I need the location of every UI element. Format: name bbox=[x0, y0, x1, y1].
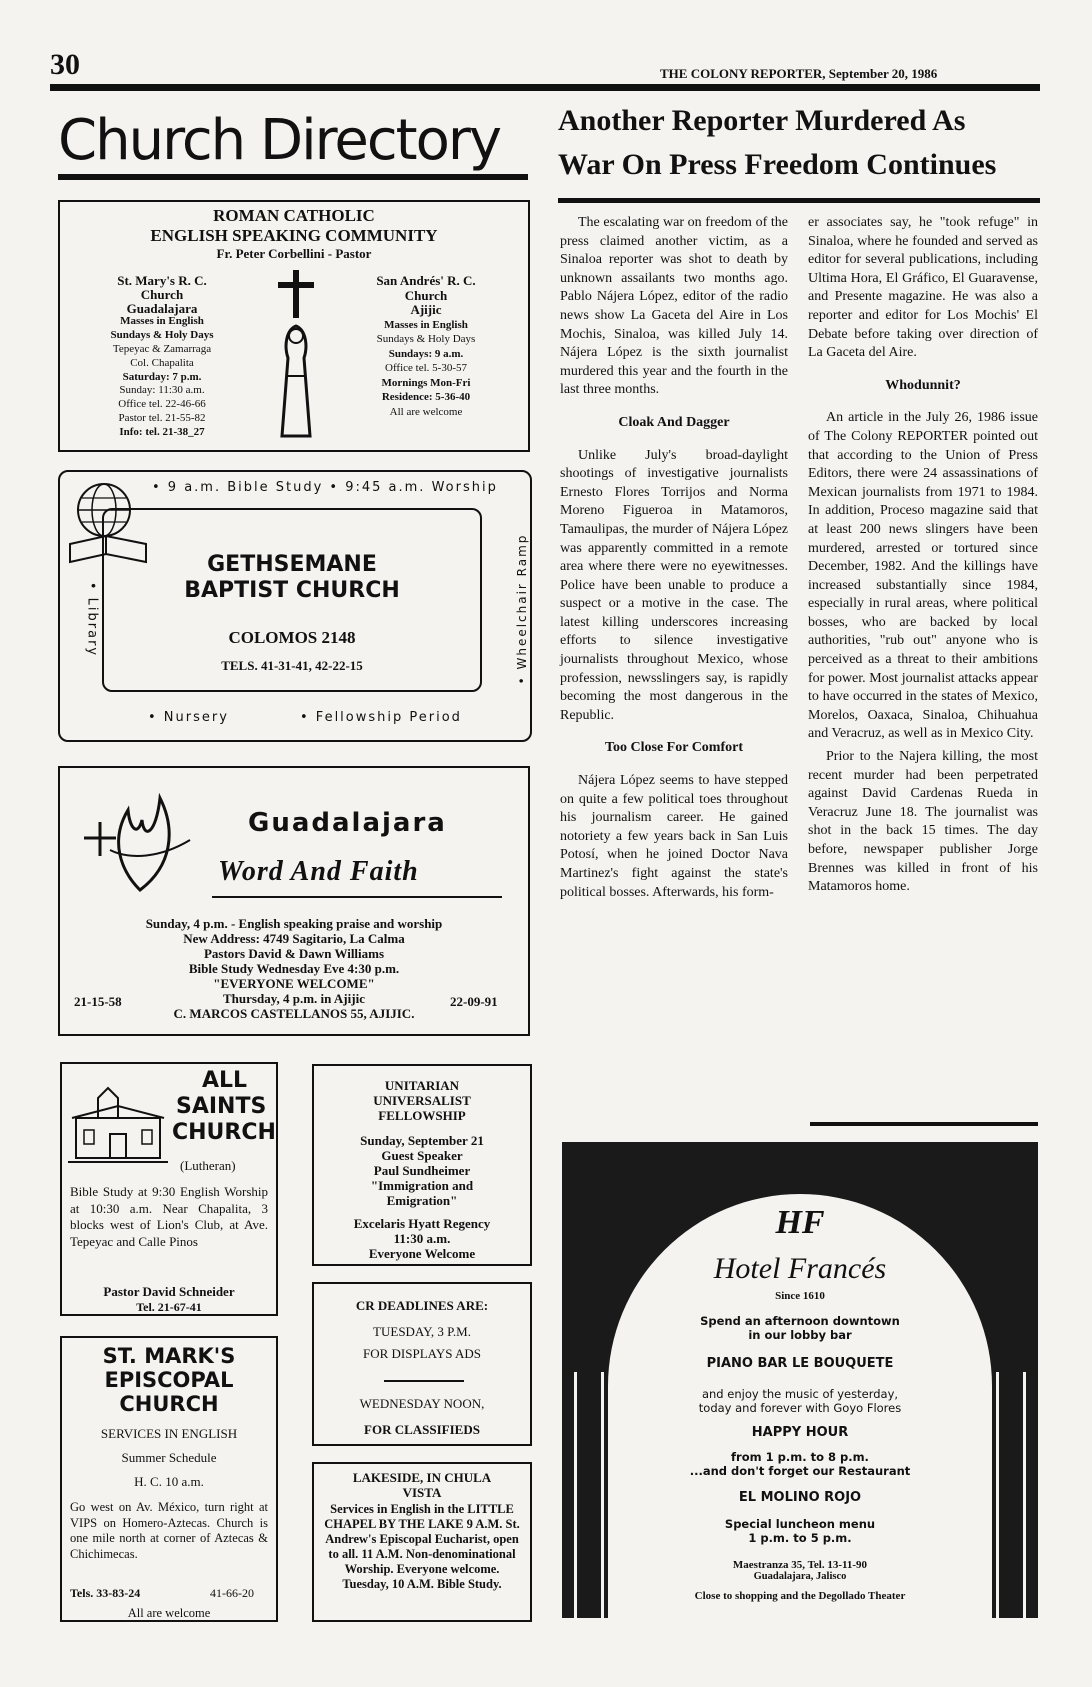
all-saints-t1: ALL bbox=[202, 1068, 248, 1093]
dove-flame-icon bbox=[80, 780, 200, 898]
deadlines-l3: WEDNESDAY NOON, bbox=[359, 1396, 485, 1411]
lakeside-t1: LAKESIDE, IN CHULA bbox=[352, 1470, 492, 1485]
rc-left-line: Guadalajara bbox=[126, 300, 198, 316]
rc-right-line: Masses in English bbox=[384, 318, 468, 331]
article-subhead: Whodunnit? bbox=[885, 377, 961, 393]
all-saints-t2: SAINTS bbox=[176, 1094, 267, 1119]
hotel-line-5: from 1 p.m. to 8 p.m. bbox=[731, 1450, 869, 1464]
hotel-frances-ad bbox=[562, 1142, 1038, 1618]
baptist-top-line: • 9 a.m. Bible Study • 9:45 a.m. Worship bbox=[152, 480, 498, 495]
unitarian-venue: Excelaris Hyatt Regency bbox=[353, 1216, 491, 1231]
baptist-nursery: • Nursery bbox=[148, 710, 229, 725]
all-saints-t3: CHURCH bbox=[172, 1120, 276, 1145]
rc-right-line: All are welcome bbox=[389, 405, 463, 418]
unitarian-welcome: Everyone Welcome bbox=[368, 1246, 476, 1261]
church-building-icon bbox=[68, 1078, 168, 1168]
rc-right-line: Office tel. 5-30-57 bbox=[385, 362, 467, 374]
unitarian-ad bbox=[312, 1064, 532, 1266]
hotel-name: Hotel Francés bbox=[713, 1252, 887, 1285]
hotel-content bbox=[618, 1178, 982, 1602]
hotel-bar: PIANO BAR LE BOUQUETE bbox=[706, 1356, 894, 1371]
article-subhead: Cloak And Dagger bbox=[618, 414, 730, 430]
st-marks-services: SERVICES IN ENGLISH bbox=[100, 1426, 238, 1441]
rc-right-line: Ajijic bbox=[410, 302, 442, 317]
word-faith-line: C. MARCOS CASTELLANOS 55, AJIJIC. bbox=[173, 1006, 415, 1021]
hotel-restaurant: EL MOLINO ROJO bbox=[738, 1490, 862, 1505]
article-subhead: Too Close For Comfort bbox=[604, 740, 744, 756]
st-marks-body: Go west on Av. México, turn right at VIPS on Homero-Aztecas. Church is one mile north at corner of Aztecas & Chichimecas. bbox=[70, 1500, 268, 1561]
unitarian-guest: Guest Speaker bbox=[381, 1148, 463, 1163]
st-marks-welcome: All are welcome bbox=[127, 1606, 211, 1620]
rc-right-line: San Andrés' R. C. bbox=[376, 273, 476, 288]
rc-right-line: Sundays & Holy Days bbox=[376, 333, 476, 345]
article-paragraph: Nájera López seems to have stepped on quite a few political toes throughout his journalism career. He gained notoriety a few years back in San Luis Potosí, when he joined Doctor Nava Martinez's fight against the state's political bosses. Afterwards, his form- bbox=[560, 773, 788, 900]
masthead: THE COLONY REPORTER, September 20, 1986 bbox=[660, 66, 938, 81]
rc-right-column bbox=[336, 274, 516, 419]
baptist-address: COLOMOS 2148 bbox=[228, 628, 356, 647]
rc-left-line: Col. Chapalita bbox=[130, 356, 194, 369]
hotel-column-left bbox=[574, 1372, 604, 1618]
rc-right-line: Mornings Mon-Fri bbox=[381, 376, 471, 389]
headline-rule bbox=[558, 198, 1040, 203]
lakeside-ad bbox=[312, 1462, 532, 1622]
all-saints-tel: Tel. 21-67-41 bbox=[136, 1300, 202, 1314]
st-marks-t3: CHURCH bbox=[119, 1392, 219, 1416]
article-paragraph: Prior to the Najera killing, the most recent murder had been perpetrated against David Cardenas Rueda in Veracruz June 18. The journalist was shot in the back 15 times. The day before, newspaper publisher Jorge Brennes was killed in front of his Matamoros home. bbox=[808, 749, 1038, 895]
hotel-line-4: today and forever with Goyo Flores bbox=[698, 1401, 902, 1415]
rc-left-column bbox=[72, 274, 252, 440]
article-paragraph: An article in the July 26, 1986 issue of The Colony REPORTER pointed out that according to the Union of Press Editors, there were 24 assassinations of Mexican journalists from 1971 to 1984. In addition, Proceso magazine said that at least 200 news slingers have been murdered, arrested or tortured since December, 1982. And the killings have increased substantially since 1984, especially in rural areas, where political bosses, who are backed by local authorities, "rub out" anyone who is perceived as a threat to their ambitions for power. Most journalist attacks appear to have occurred in the states of Mexico, Morelos, Oaxaca, Sinaloa, Chihuahua and Veracruz, as well as in Mexico City. bbox=[808, 410, 1038, 742]
rc-left-line: Sunday: 11:30 a.m. bbox=[119, 384, 205, 397]
hotel-line-2: in our lobby bar bbox=[748, 1328, 852, 1342]
all-saints-pastor: Pastor David Schneider bbox=[103, 1284, 235, 1299]
word-faith-line: New Address: 4749 Sagitario, La Calma bbox=[183, 931, 405, 946]
hotel-monogram: HF bbox=[775, 1204, 825, 1241]
word-faith-phone-right: 22-09-91 bbox=[450, 994, 498, 1009]
rc-left-line: Church bbox=[140, 286, 184, 302]
word-faith-line: Sunday, 4 p.m. - English speaking praise and worship bbox=[145, 916, 443, 931]
hotel-close: Close to shopping and the Degollado Theater bbox=[694, 1590, 906, 1602]
baptist-fellowship: • Fellowship Period bbox=[300, 710, 462, 725]
lakeside-t2: VISTA bbox=[402, 1485, 442, 1500]
all-saints-ad bbox=[60, 1062, 278, 1316]
rc-left-line: Tepeyac & Zamarraga bbox=[112, 342, 212, 355]
hotel-line-8: 1 p.m. to 5 p.m. bbox=[748, 1531, 852, 1545]
deadlines-l2: FOR DISPLAYS ADS bbox=[362, 1346, 481, 1361]
baptist-inner-frame bbox=[102, 508, 482, 692]
article-paragraph: Unlike July's broad-daylight shootings of investigative journalists Ernesto Flores Torrijos and Norma Moreno Figueroa in Matamoros, Tamaulipas, the murder of Nájera López was apparently committed in a remote area where there were no eyewitnesses. Police have been unable to produce a suspect or a motive in the case. The latest killing underscores increasing efforts to silence investigative journalists throughout Mexico, whose profession, newsslingers say, is rapidly becoming the most dangerous in the Republic. bbox=[560, 447, 788, 723]
word-faith-ad bbox=[58, 766, 530, 1036]
word-faith-line: Bible Study Wednesday Eve 4:30 p.m. bbox=[188, 961, 400, 976]
unitarian-speaker: Paul Sundheimer bbox=[373, 1163, 471, 1178]
st-marks-time: H. C. 10 a.m. bbox=[134, 1474, 204, 1489]
word-faith-line: Pastors David & Dawn Williams bbox=[203, 946, 385, 961]
headline-line-2: War On Press Freedom Continues bbox=[558, 148, 997, 181]
rc-title-1: ROMAN CATHOLIC bbox=[213, 206, 375, 225]
deadlines-l4: FOR CLASSIFIEDS bbox=[364, 1422, 480, 1437]
hotel-city: Guadalajara, Jalisco bbox=[753, 1571, 847, 1582]
rc-left-line: St. Mary's R. C. bbox=[117, 273, 207, 288]
unitarian-t2: UNIVERSALIST bbox=[373, 1093, 471, 1108]
st-marks-ad bbox=[60, 1336, 278, 1622]
hotel-line-6: ...and don't forget our Restaurant bbox=[689, 1464, 911, 1478]
page-number: 30 bbox=[50, 48, 80, 81]
unitarian-date: Sunday, September 21 bbox=[360, 1133, 484, 1148]
hotel-line-1: Spend an afternoon downtown bbox=[700, 1314, 900, 1328]
rc-left-line: Pastor tel. 21-55-82 bbox=[118, 411, 206, 424]
st-marks-tel2: 41-66-20 bbox=[210, 1586, 254, 1600]
baptist-wheelchair: • Wheelchair Ramp bbox=[515, 533, 529, 685]
article-paragraph: The escalating war on freedom of the press claimed another victim, as a Sinaloa reporter was shot to death by unknown assailants two months ago. Pablo Nájera López, editor of the radio news show La Gaceta del Aire in Los Mochis, Sinaloa, was killed July 14. Nájera López is the sixth journalist murdered this year and the fourth in the last three months. bbox=[560, 215, 788, 398]
word-faith-line: Thursday, 4 p.m. in Ajijic bbox=[223, 991, 365, 1006]
all-saints-body: Bible Study at 9:30 English Worship at 10:30 a.m. Near Chapalita, 3 blocks west of Lion's Club, at Ave. Tepeyac and Calle Pinos bbox=[70, 1184, 268, 1249]
article-column-2 bbox=[808, 214, 1038, 901]
all-saints-lutheran: (Lutheran) bbox=[180, 1158, 236, 1173]
rc-right-line: Residence: 5-36-40 bbox=[381, 391, 471, 403]
unitarian-topic: "Immigration and Emigration" bbox=[370, 1178, 474, 1208]
directory-title-rule bbox=[58, 174, 528, 180]
st-marks-t2: EPISCOPAL bbox=[104, 1368, 234, 1392]
hotel-address: Maestranza 35, Tel. 13-11-90 bbox=[732, 1559, 868, 1571]
baptist-ad bbox=[58, 470, 532, 742]
deadlines-l1: TUESDAY, 3 P.M. bbox=[373, 1324, 471, 1339]
lakeside-body: Services in English in the LITTLE CHAPEL BY THE LAKE 9 A.M. St. Andrew's Episcopal Eucharist, open to all. 11 A.M. Non-denominational Worship. Everyone welcome. Tuesday, 10 A.M. Bible Study. bbox=[324, 1502, 520, 1591]
cross-statue-icon bbox=[268, 266, 324, 446]
rc-left-line: Info: tel. 21-38_27 bbox=[119, 425, 205, 438]
baptist-library: • Library bbox=[84, 581, 100, 658]
st-marks-t1: ST. MARK'S bbox=[102, 1344, 236, 1368]
hotel-since: Since 1610 bbox=[775, 1290, 825, 1302]
rc-title-2: ENGLISH SPEAKING COMMUNITY bbox=[150, 226, 438, 245]
header-rule bbox=[50, 84, 1040, 91]
rc-left-line: Saturday: 7 p.m. bbox=[122, 370, 202, 383]
word-faith-title-2: Word And Faith bbox=[218, 856, 419, 887]
word-faith-line: "EVERYONE WELCOME" bbox=[213, 976, 375, 991]
baptist-name-2: BAPTIST CHURCH bbox=[184, 578, 400, 603]
unitarian-t3: FELLOWSHIP bbox=[378, 1108, 466, 1123]
deadlines-divider bbox=[384, 1380, 464, 1382]
deadlines-ad bbox=[312, 1282, 532, 1446]
unitarian-time: 11:30 a.m. bbox=[393, 1231, 451, 1246]
st-marks-schedule: Summer Schedule bbox=[121, 1450, 217, 1465]
roman-catholic-ad bbox=[58, 200, 530, 452]
unitarian-t1: UNITARIAN bbox=[384, 1078, 460, 1093]
headline-line-1: Another Reporter Murdered As bbox=[558, 104, 966, 137]
hotel-line-7: Special luncheon menu bbox=[724, 1517, 876, 1531]
baptist-name-1: GETHSEMANE bbox=[207, 552, 377, 577]
directory-title: Church Directory bbox=[58, 108, 501, 173]
article-paragraph: er associates say, he "took refuge" in Sinaloa, where he founded and served as editor for several publications, including Ultima Hora, El Gráfico, El Guaravense, and Presente magazine. He was also a reporter and editor for Los Mochis' El Debate before taking over direction of La Gaceta del Aire. bbox=[808, 215, 1038, 361]
deadlines-title: CR DEADLINES ARE: bbox=[355, 1298, 489, 1313]
st-marks-tels: Tels. 33-83-24 bbox=[70, 1586, 141, 1600]
hotel-happy-hour: HAPPY HOUR bbox=[751, 1425, 849, 1440]
hotel-column-right bbox=[996, 1372, 1026, 1618]
word-faith-title-1: Guadalajara bbox=[248, 808, 447, 838]
baptist-tels: TELS. 41-31-41, 42-22-15 bbox=[221, 658, 363, 673]
rc-pastor: Fr. Peter Corbellini - Pastor bbox=[216, 246, 372, 261]
rc-left-line: Office tel. 22-46-66 bbox=[118, 398, 206, 411]
word-faith-phone-left: 21-15-58 bbox=[74, 994, 122, 1009]
rc-right-line: Sundays: 9 a.m. bbox=[388, 347, 464, 360]
article-column-1 bbox=[560, 214, 788, 906]
rc-left-line: Masses in English bbox=[120, 315, 204, 328]
rc-left-line: Sundays & Holy Days bbox=[110, 329, 214, 342]
hotel-line-3: and enjoy the music of yesterday, bbox=[701, 1387, 899, 1401]
article-end-rule bbox=[810, 1122, 1038, 1126]
rc-right-line: Church bbox=[404, 287, 448, 303]
word-faith-rule bbox=[212, 896, 502, 898]
